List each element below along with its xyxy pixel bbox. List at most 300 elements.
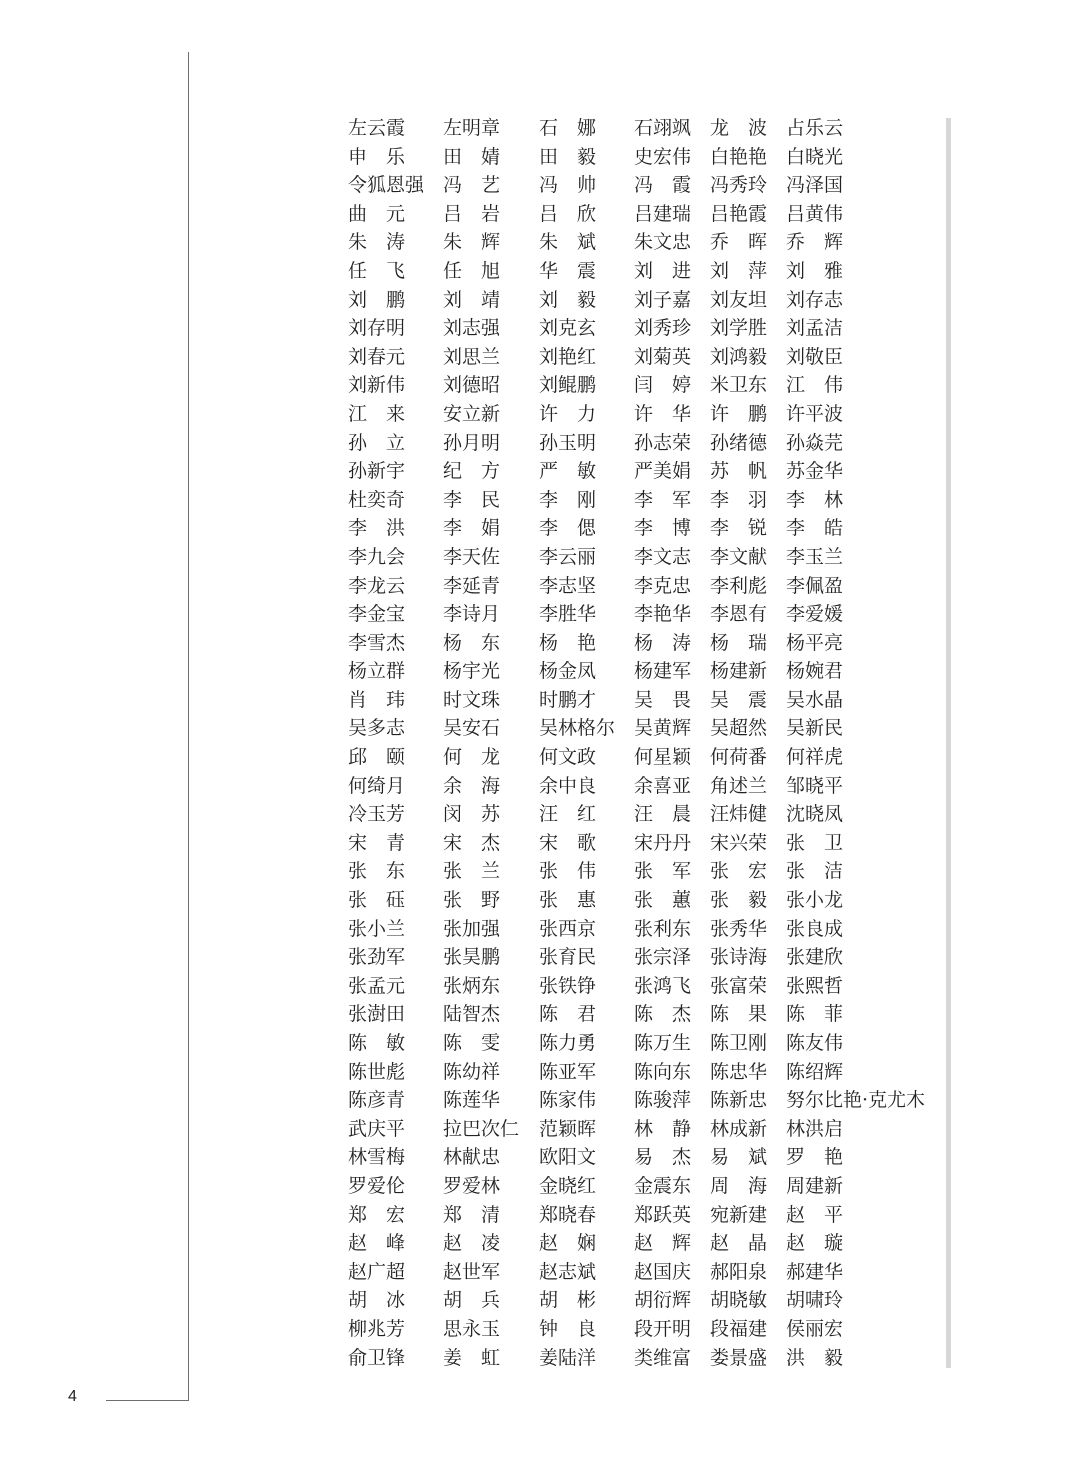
name-entry: 刘 鹏 bbox=[348, 288, 406, 311]
name-entry: 刘存明 bbox=[348, 317, 406, 340]
name-entry: 刘敬臣 bbox=[786, 345, 844, 368]
name-entry: 吴 震 bbox=[710, 688, 768, 711]
name-entry: 陈 杰 bbox=[634, 1003, 692, 1026]
name-entry: 郝建华 bbox=[786, 1260, 844, 1283]
name-entry: 李诗月 bbox=[443, 603, 501, 626]
name-row bbox=[348, 743, 948, 772]
name-entry: 陈 敏 bbox=[348, 1032, 406, 1054]
name-entry: 李佩盈 bbox=[786, 574, 844, 597]
name-entry: 陈 菲 bbox=[786, 1003, 844, 1026]
name-entry: 陈向东 bbox=[634, 1060, 692, 1083]
name-entry: 李 皓 bbox=[786, 517, 844, 540]
name-entry: 刘 雅 bbox=[786, 259, 844, 282]
name-row bbox=[348, 457, 948, 486]
name-entry: 吕 岩 bbox=[443, 202, 501, 225]
name-entry: 曲 元 bbox=[348, 202, 406, 225]
name-entry: 胡衍辉 bbox=[634, 1289, 692, 1312]
name-entry: 赵国庆 bbox=[634, 1260, 692, 1283]
name-entry: 冯秀玲 bbox=[710, 174, 768, 197]
name-row bbox=[348, 657, 948, 686]
name-entry: 陈友伟 bbox=[786, 1032, 844, 1054]
name-row bbox=[348, 543, 948, 572]
name-entry: 吴水晶 bbox=[786, 688, 844, 711]
name-entry: 洪 毅 bbox=[786, 1346, 844, 1369]
name-entry: 汪 晨 bbox=[634, 803, 692, 826]
name-entry: 杨 东 bbox=[443, 631, 501, 654]
name-entry: 赵 峰 bbox=[348, 1232, 406, 1255]
name-row bbox=[348, 943, 948, 972]
name-entry: 李龙云 bbox=[348, 574, 406, 597]
name-entry: 刘克玄 bbox=[539, 317, 597, 340]
name-entry: 刘秀珍 bbox=[634, 317, 692, 340]
name-entry: 俞卫锋 bbox=[348, 1346, 406, 1369]
name-entry: 刘 萍 bbox=[710, 259, 768, 282]
name-entry: 刘友坦 bbox=[710, 288, 768, 311]
name-row bbox=[348, 371, 948, 400]
name-entry: 刘 靖 bbox=[443, 288, 501, 311]
name-row bbox=[348, 228, 948, 257]
name-row bbox=[348, 629, 948, 658]
name-entry: 李天佐 bbox=[443, 545, 501, 568]
name-entry: 张秀华 bbox=[710, 917, 768, 940]
name-entry: 李九会 bbox=[348, 545, 406, 568]
name-entry: 李克忠 bbox=[634, 574, 692, 597]
name-entry: 杨宇光 bbox=[443, 660, 501, 683]
name-entry: 张 伟 bbox=[539, 860, 597, 883]
name-entry: 郑晓春 bbox=[539, 1203, 597, 1226]
name-entry: 李 博 bbox=[634, 517, 692, 540]
name-entry: 刘德昭 bbox=[443, 374, 501, 397]
name-entry: 张 毅 bbox=[710, 889, 768, 912]
name-entry: 张育民 bbox=[539, 946, 597, 969]
name-entry: 田 毅 bbox=[539, 145, 597, 168]
name-entry: 孙绪德 bbox=[710, 431, 768, 454]
name-entry: 任 旭 bbox=[443, 259, 501, 282]
name-row bbox=[348, 829, 948, 858]
name-entry: 严 敏 bbox=[539, 460, 597, 483]
name-entry: 陈莲华 bbox=[443, 1089, 501, 1112]
name-row bbox=[348, 686, 948, 715]
name-entry: 胡 冰 bbox=[348, 1289, 406, 1312]
name-entry: 张铁铮 bbox=[539, 974, 597, 997]
name-entry: 令狐恩强 bbox=[348, 174, 425, 197]
margin-rule-horizontal bbox=[106, 1400, 189, 1401]
name-entry: 安立新 bbox=[443, 402, 501, 425]
name-entry: 赵广超 bbox=[348, 1260, 406, 1283]
name-entry: 刘 进 bbox=[634, 259, 692, 282]
name-row bbox=[348, 486, 948, 515]
name-entry: 孙志荣 bbox=[634, 431, 692, 454]
name-row bbox=[348, 714, 948, 743]
name-entry: 林成新 bbox=[710, 1117, 768, 1140]
name-entry: 朱 斌 bbox=[539, 231, 597, 254]
name-entry: 赵 晶 bbox=[710, 1232, 768, 1255]
name-entry: 杨平亮 bbox=[786, 631, 844, 654]
name-entry: 张建欣 bbox=[786, 946, 844, 969]
name-entry: 汪 红 bbox=[539, 803, 597, 826]
name-entry: 段福建 bbox=[710, 1317, 768, 1340]
name-row bbox=[348, 514, 948, 543]
name-entry: 武庆平 bbox=[348, 1117, 406, 1140]
name-row bbox=[348, 257, 948, 286]
name-entry: 李恩有 bbox=[710, 603, 768, 626]
name-entry: 吴林格尔 bbox=[539, 717, 616, 740]
name-entry: 张鸿飞 bbox=[634, 974, 692, 997]
name-entry: 罗爱林 bbox=[443, 1174, 501, 1197]
name-entry: 张 蕙 bbox=[634, 889, 692, 912]
name-entry: 刘孟洁 bbox=[786, 317, 844, 340]
name-entry: 张西京 bbox=[539, 917, 597, 940]
name-entry: 宋丹丹 bbox=[634, 831, 692, 854]
name-entry: 赵 凌 bbox=[443, 1232, 501, 1255]
name-entry: 苏 帆 bbox=[710, 460, 768, 483]
name-entry: 张孟元 bbox=[348, 974, 406, 997]
name-entry: 时文珠 bbox=[443, 688, 501, 711]
name-entry: 林洪启 bbox=[786, 1117, 844, 1140]
name-entry: 张利东 bbox=[634, 917, 692, 940]
name-entry: 汪炜健 bbox=[710, 803, 768, 826]
name-entry: 张炳东 bbox=[443, 974, 501, 997]
name-entry: 许 华 bbox=[634, 402, 692, 425]
name-entry: 张宗泽 bbox=[634, 946, 692, 969]
name-entry: 金震东 bbox=[634, 1174, 692, 1197]
name-entry: 胡 彬 bbox=[539, 1289, 597, 1312]
name-row bbox=[348, 114, 948, 143]
name-entry: 江 来 bbox=[348, 402, 406, 425]
name-entry: 杨建军 bbox=[634, 660, 692, 683]
name-entry: 陈力勇 bbox=[539, 1032, 597, 1054]
name-entry: 胡晓敏 bbox=[710, 1289, 768, 1312]
name-entry: 张 宏 bbox=[710, 860, 768, 883]
name-entry: 角述兰 bbox=[710, 774, 768, 797]
name-entry: 陈新忠 bbox=[710, 1089, 768, 1112]
name-entry: 冯 艺 bbox=[443, 174, 501, 197]
name-entry: 姜 虹 bbox=[443, 1346, 501, 1369]
name-entry: 钟 良 bbox=[539, 1317, 597, 1340]
name-row bbox=[348, 1229, 948, 1258]
name-entry: 李 林 bbox=[786, 488, 844, 511]
name-entry: 张 惠 bbox=[539, 889, 597, 912]
name-entry: 郑 宏 bbox=[348, 1203, 406, 1226]
name-entry: 李 娟 bbox=[443, 517, 501, 540]
name-entry: 朱 辉 bbox=[443, 231, 501, 254]
name-row bbox=[348, 915, 948, 944]
name-entry: 赵 璇 bbox=[786, 1232, 844, 1255]
name-entry: 李胜华 bbox=[539, 603, 597, 626]
name-entry: 陈幼祥 bbox=[443, 1060, 501, 1083]
name-entry: 孙 立 bbox=[348, 431, 406, 454]
name-entry: 刘 毅 bbox=[539, 288, 597, 311]
name-entry: 姜陆洋 bbox=[539, 1346, 597, 1369]
name-entry: 孙玉明 bbox=[539, 431, 597, 454]
name-entry: 何祥虎 bbox=[786, 746, 844, 769]
name-row bbox=[348, 286, 948, 315]
name-entry: 陈万生 bbox=[634, 1032, 692, 1054]
name-entry: 张良成 bbox=[786, 917, 844, 940]
name-row bbox=[348, 1315, 948, 1344]
name-entry: 陆智杰 bbox=[443, 1003, 501, 1026]
name-entry: 吴安石 bbox=[443, 717, 501, 740]
name-entry: 李 民 bbox=[443, 488, 501, 511]
name-entry: 朱文忠 bbox=[634, 231, 692, 254]
name-entry: 李 羽 bbox=[710, 488, 768, 511]
name-entry: 林 静 bbox=[634, 1117, 692, 1140]
name-entry: 何荷番 bbox=[710, 746, 768, 769]
name-entry: 李云丽 bbox=[539, 545, 597, 568]
name-entry: 李艳华 bbox=[634, 603, 692, 626]
name-entry: 宋 杰 bbox=[443, 831, 501, 854]
name-entry: 张 兰 bbox=[443, 860, 501, 883]
name-row bbox=[348, 400, 948, 429]
name-row bbox=[348, 1086, 948, 1115]
name-entry: 郝阳泉 bbox=[710, 1260, 768, 1283]
name-entry: 赵世军 bbox=[443, 1260, 501, 1283]
name-entry: 石 娜 bbox=[539, 117, 597, 139]
name-entry: 宋兴荣 bbox=[710, 831, 768, 854]
name-entry: 苏金华 bbox=[786, 460, 844, 483]
name-entry: 孙月明 bbox=[443, 431, 501, 454]
name-entry: 刘子嘉 bbox=[634, 288, 692, 311]
name-row bbox=[348, 1115, 948, 1144]
name-entry: 杨 涛 bbox=[634, 631, 692, 654]
name-entry: 刘学胜 bbox=[710, 317, 768, 340]
name-entry: 宛新建 bbox=[710, 1203, 768, 1226]
name-entry: 张 卫 bbox=[786, 831, 844, 854]
name-entry: 刘鸿毅 bbox=[710, 345, 768, 368]
name-row bbox=[348, 1000, 948, 1029]
name-entry: 陈世彪 bbox=[348, 1060, 406, 1083]
name-entry: 罗 艳 bbox=[786, 1146, 844, 1169]
name-entry: 陈 君 bbox=[539, 1003, 597, 1026]
name-row bbox=[348, 1143, 948, 1172]
name-entry: 余中良 bbox=[539, 774, 597, 797]
name-entry: 林雪梅 bbox=[348, 1146, 406, 1169]
name-entry: 陈 雯 bbox=[443, 1032, 501, 1054]
name-entry: 张小龙 bbox=[786, 889, 844, 912]
name-entry: 龙 波 bbox=[710, 117, 768, 139]
name-entry: 周 海 bbox=[710, 1174, 768, 1197]
name-entry: 乔 晖 bbox=[710, 231, 768, 254]
name-entry: 杨 瑞 bbox=[710, 631, 768, 654]
name-entry: 刘志强 bbox=[443, 317, 501, 340]
name-entry: 吴黄辉 bbox=[634, 717, 692, 740]
name-entry: 李利彪 bbox=[710, 574, 768, 597]
name-entry: 张诗海 bbox=[710, 946, 768, 969]
name-entry: 余喜亚 bbox=[634, 774, 692, 797]
name-row bbox=[348, 572, 948, 601]
name-row bbox=[348, 1058, 948, 1087]
name-entry: 冯 帅 bbox=[539, 174, 597, 197]
name-entry: 金晓红 bbox=[539, 1174, 597, 1197]
name-entry: 张小兰 bbox=[348, 917, 406, 940]
name-entry: 申 乐 bbox=[348, 145, 406, 168]
name-entry: 张 军 bbox=[634, 860, 692, 883]
name-entry: 杨立群 bbox=[348, 660, 406, 683]
name-entry: 张富荣 bbox=[710, 974, 768, 997]
name-entry: 张加强 bbox=[443, 917, 501, 940]
name-entry: 许平波 bbox=[786, 402, 844, 425]
name-entry: 赵 娴 bbox=[539, 1232, 597, 1255]
name-entry: 冯 霞 bbox=[634, 174, 692, 197]
name-entry: 李志坚 bbox=[539, 574, 597, 597]
name-entry: 吴新民 bbox=[786, 717, 844, 740]
name-entry: 陈 果 bbox=[710, 1003, 768, 1026]
name-row bbox=[348, 772, 948, 801]
name-entry: 范颖晖 bbox=[539, 1117, 597, 1140]
name-entry: 陈绍辉 bbox=[786, 1060, 844, 1083]
name-entry: 左云霞 bbox=[348, 117, 406, 139]
name-entry: 孙焱芫 bbox=[786, 431, 844, 454]
name-entry: 拉巴次仁 bbox=[443, 1117, 520, 1140]
name-entry: 刘存志 bbox=[786, 288, 844, 311]
name-entry: 李延青 bbox=[443, 574, 501, 597]
name-entry: 李 偲 bbox=[539, 517, 597, 540]
name-entry: 胡 兵 bbox=[443, 1289, 501, 1312]
name-entry: 赵 辉 bbox=[634, 1232, 692, 1255]
name-entry: 白艳艳 bbox=[710, 145, 768, 168]
name-entry: 吴多志 bbox=[348, 717, 406, 740]
name-entry: 陈骏萍 bbox=[634, 1089, 692, 1112]
name-entry: 刘春元 bbox=[348, 345, 406, 368]
name-entry: 华 震 bbox=[539, 259, 597, 282]
name-entry: 严美娟 bbox=[634, 460, 692, 483]
name-entry: 陈彦青 bbox=[348, 1089, 406, 1112]
name-entry: 类维富 bbox=[634, 1346, 692, 1369]
name-entry: 何星颖 bbox=[634, 746, 692, 769]
name-entry: 陈卫刚 bbox=[710, 1032, 768, 1054]
name-row bbox=[348, 1201, 948, 1230]
name-entry: 何 龙 bbox=[443, 746, 501, 769]
name-entry: 吕建瑞 bbox=[634, 202, 692, 225]
name-entry: 纪 方 bbox=[443, 460, 501, 483]
name-entry: 刘思兰 bbox=[443, 345, 501, 368]
name-list bbox=[348, 114, 948, 1372]
name-entry: 冷玉芳 bbox=[348, 803, 406, 826]
name-entry: 李 洪 bbox=[348, 517, 406, 540]
name-entry: 杨金凤 bbox=[539, 660, 597, 683]
name-entry: 余 海 bbox=[443, 774, 501, 797]
name-entry: 李金宝 bbox=[348, 603, 406, 626]
name-entry: 努尔比艳·克尤木 bbox=[786, 1089, 926, 1112]
name-row bbox=[348, 1258, 948, 1287]
name-entry: 李文献 bbox=[710, 545, 768, 568]
name-entry: 占乐云 bbox=[786, 117, 844, 139]
name-row bbox=[348, 600, 948, 629]
name-entry: 杨建新 bbox=[710, 660, 768, 683]
name-entry: 张 砡 bbox=[348, 889, 406, 912]
name-entry: 宋 歌 bbox=[539, 831, 597, 854]
name-entry: 李爱媛 bbox=[786, 603, 844, 626]
name-entry: 易 斌 bbox=[710, 1146, 768, 1169]
name-entry: 吴超然 bbox=[710, 717, 768, 740]
name-entry: 陈家伟 bbox=[539, 1089, 597, 1112]
name-entry: 杨 艳 bbox=[539, 631, 597, 654]
name-entry: 陈亚军 bbox=[539, 1060, 597, 1083]
name-entry: 张 东 bbox=[348, 860, 406, 883]
name-entry: 吕 欣 bbox=[539, 202, 597, 225]
name-entry: 邹晓平 bbox=[786, 774, 844, 797]
name-entry: 米卫东 bbox=[710, 374, 768, 397]
name-entry: 郑 清 bbox=[443, 1203, 501, 1226]
name-entry: 史宏伟 bbox=[634, 145, 692, 168]
name-entry: 侯丽宏 bbox=[786, 1317, 844, 1340]
name-entry: 李文志 bbox=[634, 545, 692, 568]
name-entry: 肖 玮 bbox=[348, 688, 406, 711]
name-entry: 宋 青 bbox=[348, 831, 406, 854]
name-entry: 罗爱伦 bbox=[348, 1174, 406, 1197]
name-row bbox=[348, 314, 948, 343]
name-row bbox=[348, 972, 948, 1001]
name-entry: 赵志斌 bbox=[539, 1260, 597, 1283]
name-entry: 闫 婷 bbox=[634, 374, 692, 397]
name-entry: 邱 颐 bbox=[348, 746, 406, 769]
name-entry: 闵 苏 bbox=[443, 803, 501, 826]
name-entry: 李 锐 bbox=[710, 517, 768, 540]
name-entry: 娄景盛 bbox=[710, 1346, 768, 1369]
name-entry: 段开明 bbox=[634, 1317, 692, 1340]
name-row bbox=[348, 800, 948, 829]
name-entry: 时鹏才 bbox=[539, 688, 597, 711]
name-entry: 林献忠 bbox=[443, 1146, 501, 1169]
name-entry: 李玉兰 bbox=[786, 545, 844, 568]
name-entry: 杨婉君 bbox=[786, 660, 844, 683]
name-entry: 思永玉 bbox=[443, 1317, 501, 1340]
name-entry: 刘艳红 bbox=[539, 345, 597, 368]
name-entry: 吕艳霞 bbox=[710, 202, 768, 225]
name-entry: 何绮月 bbox=[348, 774, 406, 797]
name-row bbox=[348, 171, 948, 200]
name-entry: 任 飞 bbox=[348, 259, 406, 282]
name-entry: 朱 涛 bbox=[348, 231, 406, 254]
name-entry: 张劲军 bbox=[348, 946, 406, 969]
name-row bbox=[348, 1172, 948, 1201]
name-entry: 易 杰 bbox=[634, 1146, 692, 1169]
name-entry: 田 婧 bbox=[443, 145, 501, 168]
name-row bbox=[348, 857, 948, 886]
name-entry: 左明章 bbox=[443, 117, 501, 139]
name-entry: 陈忠华 bbox=[710, 1060, 768, 1083]
name-entry: 吴 畏 bbox=[634, 688, 692, 711]
name-entry: 何文政 bbox=[539, 746, 597, 769]
name-entry: 刘新伟 bbox=[348, 374, 406, 397]
name-entry: 乔 辉 bbox=[786, 231, 844, 254]
name-row bbox=[348, 200, 948, 229]
name-row bbox=[348, 429, 948, 458]
page-number: 4 bbox=[68, 1388, 77, 1405]
margin-rule-vertical bbox=[188, 52, 189, 1401]
name-entry: 张 洁 bbox=[786, 860, 844, 883]
name-entry: 张 野 bbox=[443, 889, 501, 912]
name-entry: 吕黄伟 bbox=[786, 202, 844, 225]
name-row bbox=[348, 143, 948, 172]
name-entry: 周建新 bbox=[786, 1174, 844, 1197]
name-entry: 欧阳文 bbox=[539, 1146, 597, 1169]
name-entry: 杜奕奇 bbox=[348, 488, 406, 511]
name-entry: 许 鹏 bbox=[710, 402, 768, 425]
name-entry: 李雪杰 bbox=[348, 631, 406, 654]
name-entry: 张昊鹏 bbox=[443, 946, 501, 969]
name-entry: 江 伟 bbox=[786, 374, 844, 397]
name-row bbox=[348, 1344, 948, 1373]
name-row bbox=[348, 1286, 948, 1315]
name-entry: 刘菊英 bbox=[634, 345, 692, 368]
name-entry: 李 军 bbox=[634, 488, 692, 511]
name-entry: 冯泽国 bbox=[786, 174, 844, 197]
name-entry: 石翊飒 bbox=[634, 117, 692, 139]
name-entry: 张澍田 bbox=[348, 1003, 406, 1026]
name-entry: 许 力 bbox=[539, 402, 597, 425]
name-entry: 孙新宇 bbox=[348, 460, 406, 483]
